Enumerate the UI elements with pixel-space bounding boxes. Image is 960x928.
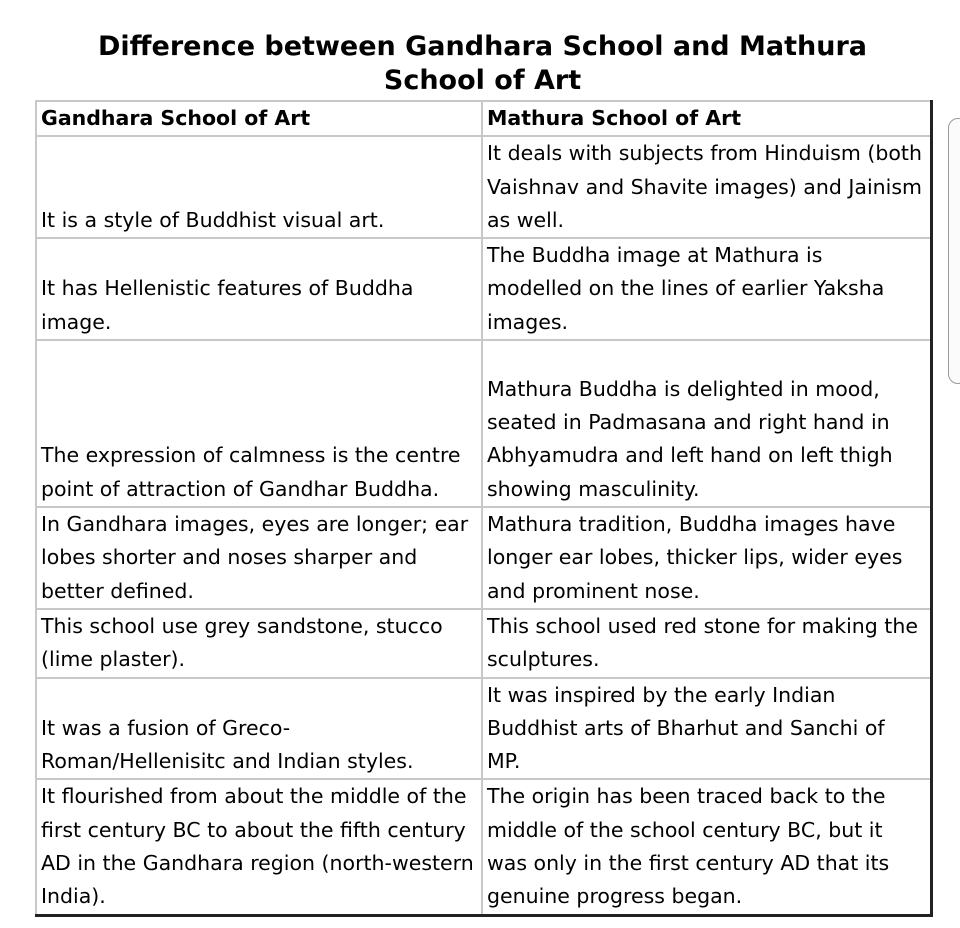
gandhara-cell: It has Hellenistic features of Buddha image. — [36, 238, 482, 340]
table-row — [36, 340, 931, 507]
mathura-cell: The origin has been traced back to the middle of the school century BC, but it was only in the first century AD that its genuine progress began. — [482, 779, 931, 915]
gandhara-cell: This school use grey sandstone, stucco (lime plaster). — [36, 609, 482, 678]
gandhara-cell: It was a fusion of Greco- Roman/Hellenisitc and Indian styles. — [36, 678, 482, 780]
table-row — [36, 238, 931, 340]
mathura-cell: It was inspired by the early Indian Buddhist arts of Bharhut and Sanchi of MP. — [482, 678, 931, 780]
table-row — [36, 136, 931, 238]
gandhara-cell: It flourished from about the middle of the first century BC to about the fifth century AD in the Gandhara region (north-western India). — [36, 779, 482, 915]
comparison-table — [35, 100, 933, 917]
table-row — [36, 678, 931, 780]
gandhara-cell: It is a style of Buddhist visual art. — [36, 136, 482, 238]
gandhara-cell: The expression of calmness is the centre point of attraction of Gandhar Buddha. — [36, 340, 482, 507]
mathura-cell: Mathura Buddha is delighted in mood, seated in Padmasana and right hand in Abhyamudra and left hand on left thigh showing masculinity. — [482, 340, 931, 507]
header-mathura: Mathura School of Art — [482, 101, 931, 136]
scroll-handle[interactable] — [948, 118, 960, 384]
table-row — [36, 779, 931, 915]
mathura-cell: Mathura tradition, Buddha images have longer ear lobes, thicker lips, wider eyes and prominent nose. — [482, 507, 931, 609]
mathura-cell: The Buddha image at Mathura is modelled on the lines of earlier Yaksha images. — [482, 238, 931, 340]
page-title: Difference between Gandhara School and Mathura School of Art — [97, 31, 868, 96]
table-header-row — [36, 101, 931, 136]
header-gandhara: Gandhara School of Art — [36, 101, 482, 136]
gandhara-cell: In Gandhara images, eyes are longer; ear lobes shorter and noses sharper and better defined. — [36, 507, 482, 609]
mathura-cell: This school used red stone for making the sculptures. — [482, 609, 931, 678]
table-row — [36, 609, 931, 678]
table-row — [36, 507, 931, 609]
mathura-cell: It deals with subjects from Hinduism (both Vaishnav and Shavite images) and Jainism as well. — [482, 136, 931, 238]
